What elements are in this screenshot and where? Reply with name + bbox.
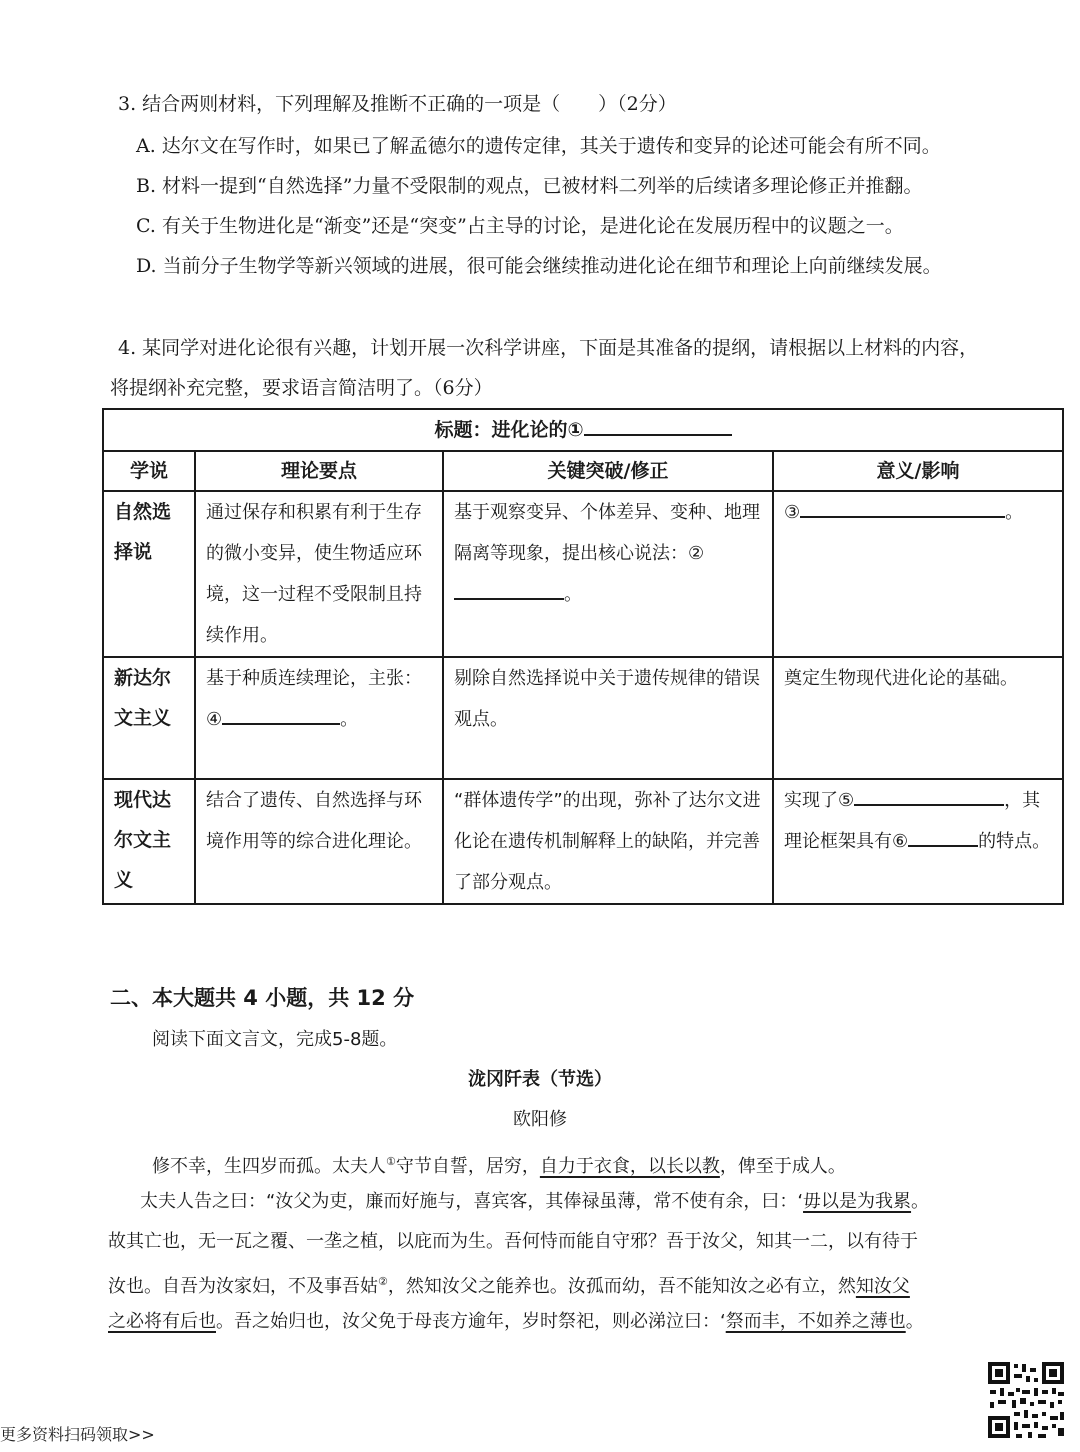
section2-instruction: 阅读下面文言文，完成5-8题。 — [152, 1029, 398, 1050]
section2-heading: 二、本大题共 4 小题，共 12 分 — [110, 986, 415, 1010]
essay-paragraph-2-line-3: 汝也。自吾为汝家妇，不及事吾姑②，然知汝父之能养也。汝孤而幼，吾不能知汝之必有立，然知汝父 — [108, 1275, 910, 1297]
header-points: 理论要点 — [195, 451, 443, 491]
row3-significance-a: 实现了⑤ — [784, 790, 855, 811]
footnote-2: ② — [378, 1275, 388, 1288]
footer-promo[interactable]: 更多资料扫码领取>> — [0, 1425, 155, 1444]
blank-1[interactable] — [584, 416, 732, 436]
row3-breakthrough — [443, 779, 773, 904]
blank-3[interactable] — [800, 498, 1005, 518]
row3-significance — [773, 779, 1063, 904]
row3-points — [195, 779, 443, 904]
row3-significance-b: ，其理论框架具有⑥ — [784, 790, 1041, 852]
underlined-sentence-3a: 知汝父 — [855, 1276, 910, 1297]
row2-breakthrough — [443, 657, 773, 779]
outline-title-label: 标题：进化论的① — [434, 419, 584, 441]
q3-option-d: D. 当前分子生物学等新兴领域的进展，很可能会继续推动进化论在细节和理论上向前继续发展。 — [136, 255, 942, 277]
essay-paragraph-2-line-1: 太夫人告之曰：“汝父为吏，廉而好施与，喜宾客，其俸禄虽薄，常不使有余，曰：‘毋以是为我累。 — [140, 1191, 930, 1212]
row1-significance: ③ 。 — [773, 491, 1063, 657]
row2-significance — [773, 657, 1063, 779]
row1-points — [195, 491, 443, 657]
outline-table — [102, 408, 1064, 905]
footnote-1: ① — [386, 1155, 396, 1168]
q3-option-b: B. 材料一提到“自然选择”力量不受限制的观点，已被材料二列举的后续诸多理论修正并推翻。 — [136, 175, 923, 197]
row1-breakthrough: 基于观察变异、个体差异、变种、地理隔离等现象，提出核心说法：②。 — [443, 491, 773, 657]
blank-5[interactable] — [854, 786, 1004, 806]
underlined-sentence-3b: 之必将有后也 — [108, 1311, 216, 1332]
q3-option-c: C. 有关于生物进化是“渐变”还是“突变”占主导的讨论，是进化论在发展历程中的议题之一。 — [136, 215, 904, 237]
essay-paragraph-2-line-2: 故其亡也，无一瓦之覆、一垄之植，以庇而为生。吾何恃而能自守邪？吾于汝父，知其一二，以有待于 — [108, 1231, 918, 1252]
underlined-sentence-2: 毋以是为我累 — [803, 1191, 912, 1212]
row2-breakthrough-text: 剔除自然选择说中关于遗传规律的错误观点。 — [454, 668, 760, 730]
row1-points-text: 通过保存和积累有利于生存的微小变异，使生物适应环境，这一过程不受限制且持续作用。 — [206, 502, 422, 646]
q4-stem-line1: 4. 某同学对进化论很有兴趣，计划开展一次科学讲座，下面是其准备的提纲，请根据以上材料的内容， — [118, 337, 979, 359]
row1-significance-text: ③ — [784, 502, 801, 523]
row2-significance-text: 奠定生物现代进化论的基础。 — [784, 668, 1018, 689]
q3-stem: 3. 结合两则材料，下列理解及推断不正确的一项是（ ）（2分） — [118, 93, 677, 115]
header-school: 学说 — [103, 451, 195, 491]
q4-stem-line2: 将提纲补充完整，要求语言简洁明了。（6分） — [110, 377, 493, 399]
essay-paragraph-2-line-4: 之必将有后也。吾之始归也，汝父免于母丧方逾年，岁时祭祀，则必涕泣曰：‘祭而丰，不如养之薄也。 — [108, 1311, 924, 1332]
header-significance: 意义/影响 — [773, 451, 1063, 491]
header-breakthrough: 关键突破/修正 — [443, 451, 773, 491]
row3-points-text: 结合了遗传、自然选择与环境作用等的综合进化理论。 — [206, 790, 422, 852]
row1-breakthrough-text: 基于观察变异、个体差异、变种、地理隔离等现象，提出核心说法：② — [454, 502, 760, 564]
blank-4[interactable] — [222, 705, 340, 725]
q3-option-a: A. 达尔文在写作时，如果已了解孟德尔的遗传定律，其关于遗传和变异的论述可能会有所不同。 — [136, 135, 941, 157]
row2-points-text: 基于种质连续理论，主张：④ — [206, 668, 422, 730]
outline-title — [103, 409, 1063, 451]
row2-points: 基于种质连续理论，主张：④ 。 — [195, 657, 443, 779]
underlined-sentence-4: 祭而丰，不如养之薄也 — [725, 1311, 906, 1332]
essay-author: 欧阳修 — [513, 1109, 567, 1130]
essay-title: 泷冈阡表（节选） — [468, 1069, 612, 1090]
blank-2[interactable] — [454, 580, 564, 600]
underlined-sentence-1: 自力于衣食，以长以教 — [539, 1156, 720, 1177]
row3-breakthrough-text: “群体遗传学”的出现，弥补了达尔文进化论在遗传机制解释上的缺陷，并完善了部分观点。 — [454, 790, 761, 893]
essay-paragraph-1: 修不幸，生四岁而孤。太夫人①守节自誓，居穷，自力于衣食，以长以教，俾至于成人。 — [152, 1155, 846, 1177]
row1-school: 自然选择说 — [103, 491, 195, 657]
qr-code-icon[interactable] — [986, 1360, 1066, 1440]
blank-6[interactable] — [908, 827, 978, 847]
row3-school: 现代达尔文主义 — [103, 779, 195, 904]
row3-significance-c: 的特点。 — [978, 831, 1051, 852]
row2-school: 新达尔文主义 — [103, 657, 195, 779]
